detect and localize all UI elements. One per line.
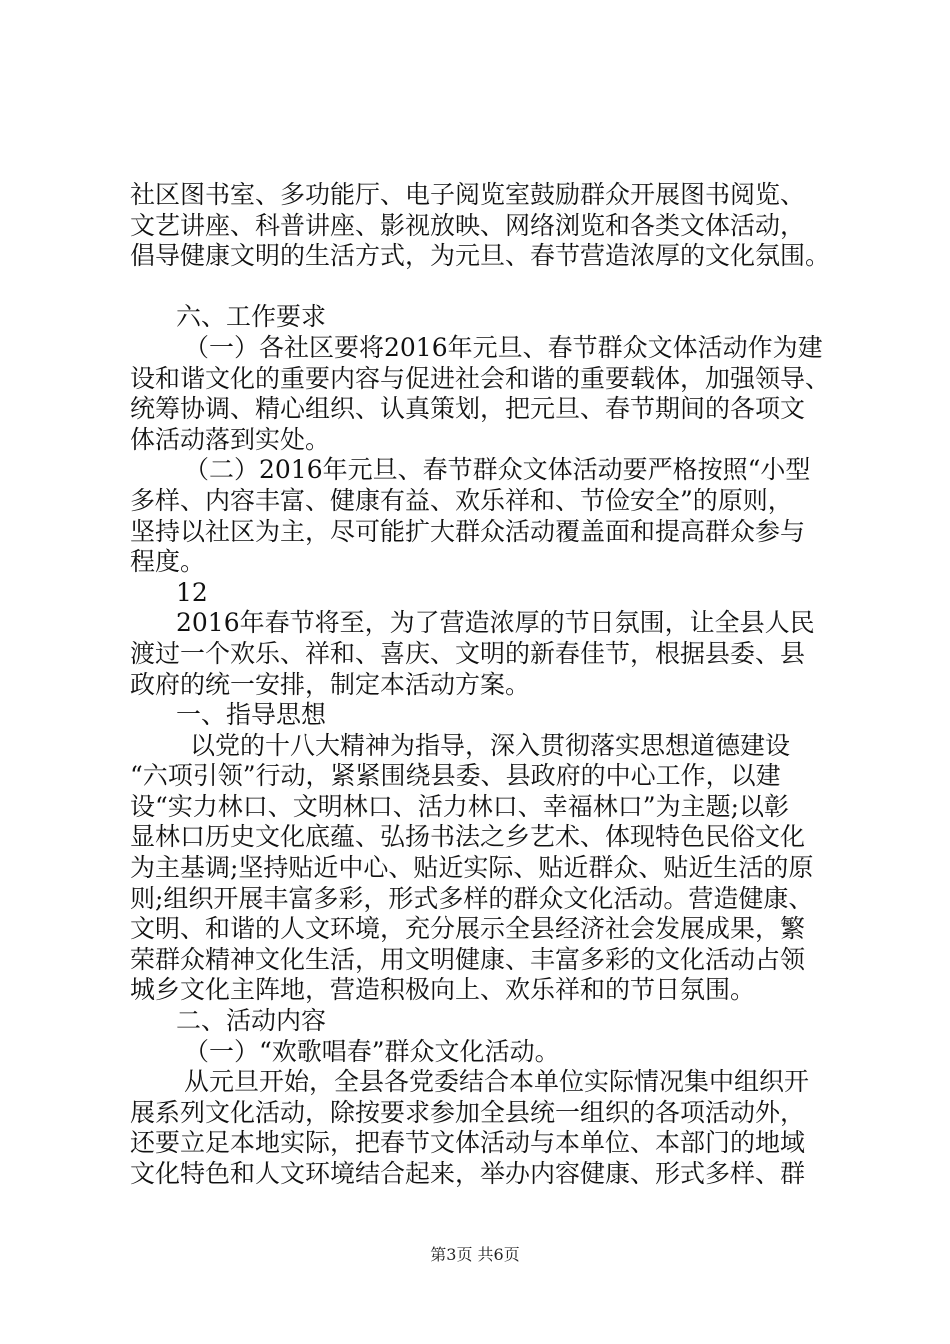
text-line: 2016年春节将至，为了营造浓厚的节日氛围，让全县人民 — [176, 608, 815, 638]
section-heading: 一、指导思想 — [176, 700, 327, 730]
text-line: 倡导健康文明的生活方式，为元旦、春节营造浓厚的文化氛围。 — [130, 241, 831, 271]
text-line: 荣群众精神文化生活，用文明健康、丰富多彩的文化活动占领 — [130, 944, 806, 974]
text-line: 展系列文化活动，除按要求参加全县统一组织的各项活动外， — [130, 1097, 806, 1127]
text-line: （一）各社区要将2016年元旦、春节群众文体活动作为建 — [184, 332, 823, 362]
text-line: “六项引领”行动，紧紧围绕县委、县政府的中心工作，以建 — [130, 761, 781, 791]
text-line: 政府的统一安排，制定本活动方案。 — [130, 669, 531, 699]
text-line: 程度。 — [130, 547, 206, 577]
text-line: 设和谐文化的重要内容与促进社会和谐的重要载体，加强领导、 — [130, 363, 831, 393]
text-line: （一）“欢歌唱春”群众文化活动。 — [184, 1036, 560, 1066]
text-line: 从元旦开始，全县各党委结合本单位实际情况集中组织开 — [184, 1067, 810, 1097]
text-line: 还要立足本地实际，把春节文体活动与本单位、本部门的地域 — [130, 1128, 806, 1158]
text-line: 社区图书室、多功能厅、电子阅览室鼓励群众开展图书阅览、 — [130, 180, 806, 209]
text-line: 体活动落到实处。 — [130, 424, 331, 454]
text-line: 多样、内容丰富、健康有益、欢乐祥和、节俭安全”的原则， — [130, 485, 793, 515]
section-heading: 二、活动内容 — [176, 1006, 327, 1036]
text-line: 渡过一个欢乐、祥和、喜庆、文明的新春佳节，根据县委、县 — [130, 638, 806, 668]
text-line: 为主基调;坚持贴近中心、贴近实际、贴近群众、贴近生活的原 — [130, 853, 814, 883]
text-line: 设“实力林口、文明林口、活力林口、幸福林口”为主题;以彰 — [130, 791, 789, 821]
text-line: 统筹协调、精心组织、认真策划，把元旦、春节期间的各项文 — [130, 394, 806, 424]
text-line: 显林口历史文化底蕴、弘扬书法之乡艺术、体现特色民俗文化 — [130, 822, 806, 852]
text-line: （二）2016年元旦、春节群众文体活动要严格按照“小型 — [184, 455, 811, 485]
text-line: 12 — [176, 577, 208, 607]
page-number: 第3页 共6页 — [430, 1245, 520, 1264]
text-line: 城乡文化主阵地，营造积极向上、欢乐祥和的节日氛围。 — [130, 975, 756, 1005]
page-footer — [0, 1245, 950, 1265]
document-body — [130, 180, 850, 1190]
text-line: 坚持以社区为主，尽可能扩大群众活动覆盖面和提高群众参与 — [130, 516, 806, 546]
text-line: 文化特色和人文环境结合起来，举办内容健康、形式多样、群 — [130, 1159, 806, 1188]
text-line: 则;组织开展丰富多彩，形式多样的群众文化活动。营造健康、 — [130, 883, 814, 913]
text-line: 文艺讲座、科普讲座、影视放映、网络浏览和各类文体活动， — [130, 210, 806, 240]
blank-line — [130, 272, 850, 303]
section-heading: 六、工作要求 — [176, 302, 327, 332]
text-line: 以党的十八大精神为指导，深入贯彻落实思想道德建设 — [190, 730, 791, 760]
text-line: 文明、和谐的人文环境，充分展示全县经济社会发展成果，繁 — [130, 914, 806, 944]
